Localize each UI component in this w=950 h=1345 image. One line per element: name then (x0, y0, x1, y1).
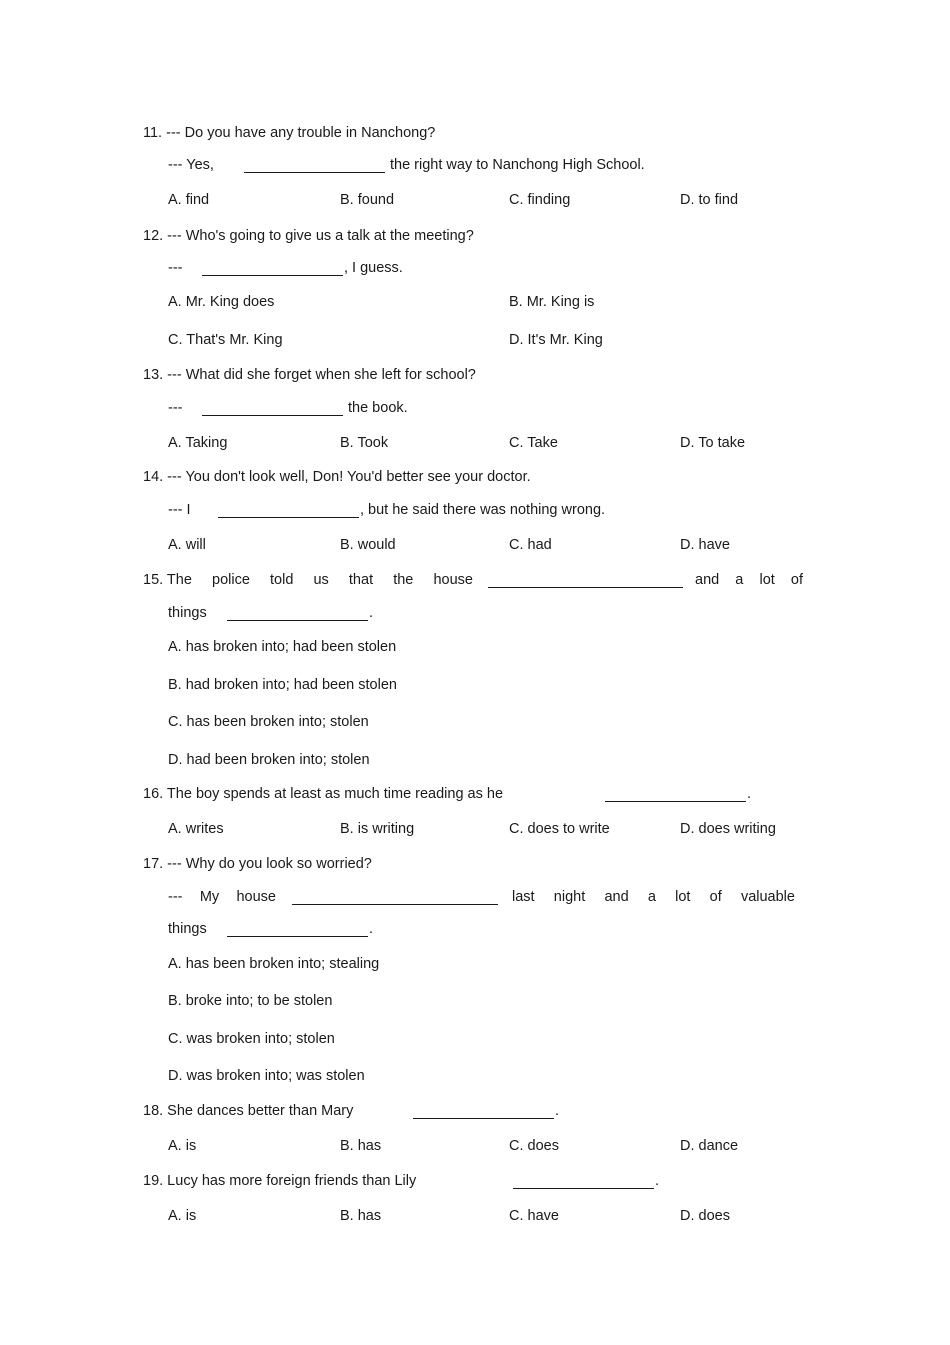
question-15-option-c: C. has been broken into; stolen (168, 714, 369, 730)
question-15-stem-part-1 (143, 571, 473, 589)
question-11-response-prefix: --- Yes, (168, 157, 214, 173)
question-13-option-b: B. Took (340, 435, 389, 451)
question-16-suffix: . (747, 786, 752, 802)
question-12-option-a: A. Mr. King does (168, 294, 275, 310)
q15-word: police (212, 572, 250, 588)
question-12-option-b: B. Mr. King is (509, 294, 595, 310)
q15-word: and (695, 572, 720, 588)
q15-word: us (313, 572, 329, 588)
q17-word: and (604, 889, 629, 905)
q17-word: of (709, 889, 722, 905)
q15-word: the (393, 572, 414, 588)
question-13-option-c: C. Take (509, 435, 558, 451)
question-12-option-d: D. It's Mr. King (509, 332, 603, 348)
question-16-option-a: A. writes (168, 821, 224, 837)
q15-word: of (790, 572, 803, 588)
question-14-option-c: C. had (509, 537, 552, 553)
question-12-option-c: C. That's Mr. King (168, 332, 283, 348)
question-14-option-b: B. would (340, 537, 396, 553)
question-11-option-d: D. to find (680, 192, 739, 208)
q15-word: house (433, 572, 473, 588)
question-19-option-d: D. does (680, 1208, 730, 1224)
question-14-answer-blank (218, 503, 359, 518)
question-17-response-part-1 (168, 888, 276, 906)
q17-word: last (512, 889, 535, 905)
question-19-option-c: C. have (509, 1208, 559, 1224)
question-14-option-d: D. have (680, 537, 730, 553)
q15-word: a (735, 572, 744, 588)
question-12-answer-blank (202, 261, 343, 276)
question-16-stem: 16. The boy spends at least as much time reading as he (143, 786, 504, 802)
question-18-answer-blank (413, 1104, 554, 1119)
question-17-answer-blank-1 (292, 890, 498, 905)
q17-word: night (553, 889, 586, 905)
question-18-option-c: C. does (509, 1138, 559, 1154)
question-11-answer-blank (244, 158, 385, 173)
question-14-response-suffix: , but he said there was nothing wrong. (360, 502, 606, 518)
question-15-option-b: B. had broken into; had been stolen (168, 677, 397, 693)
question-13-response-suffix: the book. (348, 400, 408, 416)
question-18-option-b: B. has (340, 1138, 382, 1154)
question-17-option-a: A. has been broken into; stealing (168, 956, 380, 972)
question-11-response-suffix: the right way to Nanchong High School. (390, 157, 645, 173)
question-17-answer-blank-2 (227, 922, 368, 937)
question-15-answer-blank-2 (227, 606, 368, 621)
question-19-option-b: B. has (340, 1208, 382, 1224)
question-17-option-d: D. was broken into; was stolen (168, 1068, 365, 1084)
question-13-stem: 13. --- What did she forget when she left for school? (143, 367, 476, 383)
question-14-stem: 14. --- You don't look well, Don! You'd better see your doctor. (143, 469, 531, 485)
question-18-option-d: D. dance (680, 1138, 739, 1154)
question-17-stem: 17. --- Why do you look so worried? (143, 856, 372, 872)
question-18-suffix: . (555, 1103, 560, 1119)
question-11-stem: 11. --- Do you have any trouble in Nanchong? (143, 125, 436, 141)
q17-word: --- (168, 889, 183, 905)
question-16-answer-blank (605, 787, 746, 802)
question-12-stem: 12. --- Who's going to give us a talk at the meeting? (143, 228, 474, 244)
question-19-option-a: A. is (168, 1208, 197, 1224)
q17-word: house (236, 889, 276, 905)
q15-word: told (270, 572, 294, 588)
question-11-option-a: A. find (168, 192, 210, 208)
question-12-response-prefix: --- (168, 260, 183, 276)
q17-word: lot (675, 889, 691, 905)
question-15-answer-blank-1 (488, 573, 683, 588)
question-15-stem-part-2 (695, 571, 803, 589)
q17-word: a (647, 889, 656, 905)
q17-word: valuable (740, 889, 795, 905)
q15-word: 15. The (143, 572, 192, 588)
question-13-answer-blank (202, 401, 343, 416)
question-16-option-b: B. is writing (340, 821, 415, 837)
question-13-option-d: D. To take (680, 435, 746, 451)
question-17-option-b: B. broke into; to be stolen (168, 993, 333, 1009)
question-18-option-a: A. is (168, 1138, 197, 1154)
question-16-option-d: D. does writing (680, 821, 776, 837)
question-16-option-c: C. does to write (509, 821, 610, 837)
question-11-option-c: C. finding (509, 192, 571, 208)
q17-word: My (199, 889, 220, 905)
question-15-line-2-suffix: . (369, 605, 374, 621)
question-15-option-a: A. has broken into; had been stolen (168, 639, 397, 655)
q15-word: lot (759, 572, 775, 588)
question-15-line-2-prefix: things (168, 605, 207, 621)
question-12-response-suffix: , I guess. (344, 260, 403, 276)
question-17-line-2-suffix: . (369, 921, 374, 937)
question-11-option-b: B. found (340, 192, 395, 208)
question-17-option-c: C. was broken into; stolen (168, 1031, 335, 1047)
question-14-response-prefix: --- I (168, 502, 191, 518)
question-15-option-d: D. had been broken into; stolen (168, 752, 370, 768)
question-18-stem: 18. She dances better than Mary (143, 1103, 354, 1119)
question-17-response-part-2 (512, 888, 795, 906)
question-17-line-2-prefix: things (168, 921, 207, 937)
question-13-option-a: A. Taking (168, 435, 228, 451)
question-19-stem: 19. Lucy has more foreign friends than Lily (143, 1173, 417, 1189)
question-14-option-a: A. will (168, 537, 206, 553)
question-19-answer-blank (513, 1174, 654, 1189)
question-13-response-prefix: --- (168, 400, 183, 416)
question-19-suffix: . (655, 1173, 660, 1189)
q15-word: that (348, 572, 374, 588)
